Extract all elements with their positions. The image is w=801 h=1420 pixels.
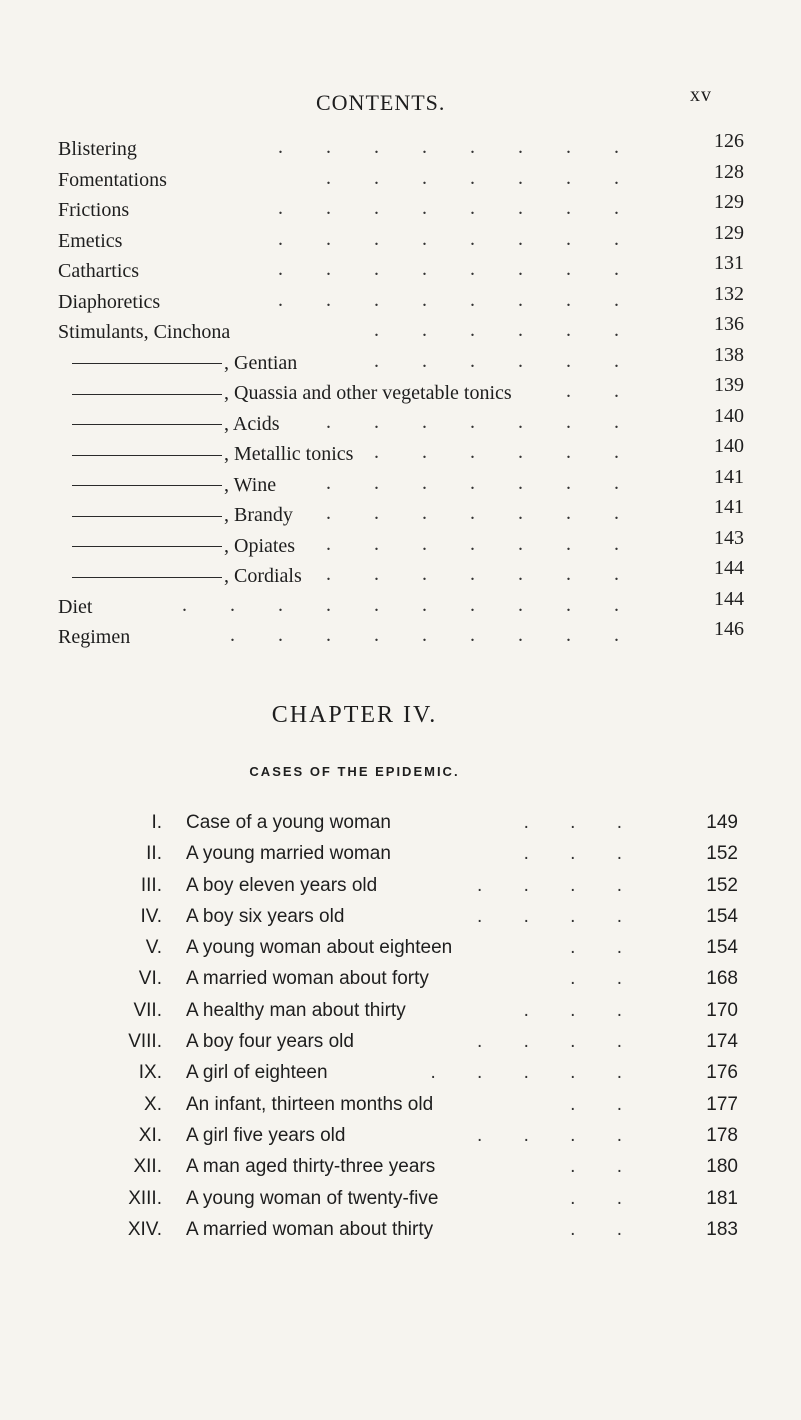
toc-entry-label (58, 413, 280, 436)
case-number: XIV. (127, 1218, 162, 1240)
case-entry (80, 1025, 740, 1056)
toc-entry-text: Emetics (58, 229, 123, 252)
contents-list-cases (80, 806, 740, 1244)
chapter-subheading (0, 764, 801, 779)
ditto-rule (72, 455, 222, 456)
leader-dots: . . . . . . . . (278, 136, 638, 158)
case-entry (80, 1213, 740, 1244)
case-entry (80, 900, 740, 931)
case-title: A man aged thirty-three years (186, 1156, 436, 1178)
chapter-title: CHAPTER IV. (271, 702, 438, 728)
case-number: XII. (133, 1156, 162, 1178)
toc-entry-page: 139 (714, 374, 744, 396)
leader-dots: . . . . . . . (326, 410, 638, 433)
toc-entry-page: 136 (714, 313, 744, 335)
leader-dots: . . . . . . . (326, 166, 638, 189)
leader-dots: . . (570, 1187, 640, 1209)
toc-entry-page: 141 (714, 496, 744, 518)
case-entry (80, 806, 740, 837)
leader-dots: . . (570, 937, 640, 959)
chapter-subtitle: CASES OF THE EPIDEMIC. (249, 764, 460, 779)
toc-entry-text: , Cordials (224, 565, 302, 587)
toc-entry-label (58, 596, 92, 619)
leader-dots: . . . . (477, 874, 640, 896)
toc-entry (58, 313, 748, 344)
case-page: 176 (706, 1062, 738, 1084)
toc-entry-label (58, 138, 137, 161)
toc-entry-label (58, 504, 293, 527)
toc-entry (58, 466, 748, 497)
leader-dots: . . . . . . . (326, 471, 638, 494)
case-title: A boy four years old (186, 1031, 354, 1053)
case-entry (80, 1182, 740, 1213)
leader-dots: . . . . . . (374, 319, 638, 341)
case-title: A healthy man about thirty (186, 999, 406, 1021)
case-page: 170 (706, 999, 738, 1021)
case-title: A boy six years old (186, 905, 345, 927)
leader-dots: . . . . . . . (326, 532, 638, 555)
toc-entry-page: 126 (714, 130, 744, 152)
toc-entry-text: Cathartics (58, 260, 140, 282)
toc-entry-page: 128 (714, 160, 744, 183)
toc-entry-label (58, 443, 353, 466)
leader-dots: . . . (523, 812, 640, 833)
toc-entry-text: , Metallic tonics (224, 443, 354, 465)
page-number: xv (690, 84, 712, 106)
leader-dots: . . . . . . (374, 441, 638, 463)
case-title: A girl of eighteen (186, 1062, 328, 1084)
leader-dots: . . . (523, 999, 640, 1021)
toc-entry-label (58, 626, 130, 649)
case-number: XI. (138, 1124, 162, 1146)
leader-dots: . . . . . . . . . (230, 624, 638, 646)
case-page: 181 (706, 1187, 738, 1209)
toc-entry-text: Frictions (58, 199, 130, 221)
toc-entry-page: 146 (714, 618, 744, 640)
leader-dots: . . . . (477, 905, 640, 927)
case-entry (80, 962, 740, 993)
toc-entry-label (58, 474, 276, 497)
leader-dots: . . . . . (430, 1062, 640, 1084)
leader-dots: . . (570, 1218, 640, 1240)
toc-entry-label (58, 260, 139, 283)
toc-entry (58, 161, 748, 192)
toc-entry-text: Fomentations (58, 168, 167, 191)
ditto-rule (72, 424, 222, 425)
case-entry (80, 1119, 740, 1150)
case-page: 183 (706, 1218, 738, 1240)
toc-entry-page: 140 (714, 404, 744, 427)
toc-entry-label (58, 230, 122, 253)
toc-entry-page: 144 (714, 587, 744, 610)
toc-entry-label (58, 382, 512, 405)
toc-entry-page: 144 (714, 557, 744, 579)
toc-entry (58, 496, 748, 527)
ditto-rule (72, 516, 222, 517)
case-page: 168 (706, 968, 738, 990)
case-title: A married woman about thirty (186, 1218, 434, 1240)
case-title: A young woman about eighteen (186, 937, 453, 959)
case-page: 177 (706, 1093, 738, 1115)
case-page: 174 (706, 1031, 738, 1053)
case-page: 152 (706, 874, 738, 896)
leader-dots: . . . (523, 843, 640, 865)
toc-entry (58, 618, 748, 649)
ditto-rule (72, 577, 222, 578)
toc-entry-label (58, 291, 160, 314)
case-number: VII. (133, 999, 162, 1021)
ditto-rule (72, 546, 222, 547)
toc-entry-page: 132 (714, 282, 744, 305)
case-number: X. (144, 1093, 162, 1115)
case-title: A young married woman (186, 843, 391, 865)
toc-entry-page: 141 (714, 465, 744, 488)
case-title: A young woman of twenty-five (186, 1187, 439, 1209)
case-number: IV. (140, 905, 162, 927)
toc-entry-label (58, 535, 295, 558)
case-number: VI. (138, 968, 162, 990)
toc-entry (58, 130, 748, 161)
toc-entry (58, 405, 748, 436)
toc-entry-text: , Acids (224, 412, 280, 435)
toc-entry-text: Regimen (58, 626, 131, 648)
toc-entry (58, 557, 748, 588)
toc-entry (58, 252, 748, 283)
ditto-rule (72, 363, 222, 364)
toc-entry-page: 138 (714, 343, 744, 366)
ditto-rule (72, 485, 222, 486)
running-title: CONTENTS. (316, 90, 446, 115)
toc-entry (58, 344, 748, 375)
toc-entry-label (58, 321, 230, 344)
leader-dots: . . . . . . . . (278, 227, 638, 250)
toc-entry (58, 374, 748, 405)
case-entry (80, 1150, 740, 1181)
toc-entry-label (58, 352, 297, 375)
case-entry (80, 1056, 740, 1087)
toc-entry-text: Diet (58, 595, 93, 618)
toc-entry (58, 588, 748, 619)
leader-dots: . . . . . . (374, 349, 638, 372)
ditto-rule (72, 394, 222, 395)
toc-entry-label (58, 199, 129, 222)
toc-entry-page: 129 (714, 191, 744, 213)
case-title: A married woman about forty (186, 968, 429, 990)
case-entry (80, 1088, 740, 1119)
case-number: XIII. (128, 1187, 162, 1209)
case-entry (80, 869, 740, 900)
toc-entry (58, 283, 748, 314)
case-title: An infant, thirteen months old (186, 1093, 434, 1115)
case-page: 152 (706, 843, 738, 865)
case-page: 180 (706, 1156, 738, 1178)
toc-entry (58, 435, 748, 466)
toc-entry-text: , Quassia and other vegetable tonics (224, 382, 512, 404)
case-page: 154 (706, 905, 738, 927)
case-page: 154 (706, 937, 738, 959)
contents-list-treatments (58, 130, 748, 649)
leader-dots: . . (570, 1093, 640, 1115)
case-number: V. (145, 937, 162, 959)
toc-entry-text: , Brandy (224, 504, 293, 526)
leader-dots: . . (566, 380, 638, 402)
leader-dots: . . . . . . . . (278, 197, 638, 219)
toc-entry-text: Diaphoretics (58, 290, 161, 313)
toc-entry (58, 527, 748, 558)
toc-entry-text: , Gentian (224, 351, 298, 374)
toc-entry-page: 131 (714, 252, 744, 274)
chapter-heading (0, 702, 801, 729)
case-number: IX. (138, 1062, 162, 1084)
leader-dots: . . . . (477, 1031, 640, 1053)
case-title: A boy eleven years old (186, 874, 378, 896)
case-number: I. (151, 812, 162, 833)
toc-entry (58, 191, 748, 222)
case-number: II. (146, 843, 162, 865)
leader-dots: . . . . . . . (326, 502, 638, 524)
leader-dots: . . (570, 968, 640, 990)
leader-dots: . . . . . . . (326, 563, 638, 585)
leader-dots: . . . . . . . . (278, 288, 638, 311)
leader-dots: . . (570, 1156, 640, 1178)
page-header (0, 84, 801, 120)
case-title: Case of a young woman (186, 812, 391, 833)
toc-entry-label (58, 565, 302, 588)
case-entry (80, 994, 740, 1025)
case-page: 178 (706, 1124, 738, 1146)
leader-dots: . . . . . . . . . . (182, 593, 638, 616)
toc-entry-text: , Wine (224, 473, 277, 496)
case-page: 149 (706, 812, 738, 833)
toc-entry-page: 143 (714, 526, 744, 549)
case-number: VIII. (128, 1031, 162, 1053)
toc-entry-page: 140 (714, 435, 744, 457)
case-number: III. (140, 874, 162, 896)
toc-entry (58, 222, 748, 253)
toc-entry-text: Stimulants, Cinchona (58, 321, 231, 343)
case-entry (80, 837, 740, 868)
case-title: A girl five years old (186, 1124, 346, 1146)
leader-dots: . . . . (477, 1124, 640, 1146)
toc-entry-label (58, 169, 167, 192)
case-entry (80, 931, 740, 962)
toc-entry-text: , Opiates (224, 534, 296, 557)
toc-entry-text: Blistering (58, 138, 137, 160)
leader-dots: . . . . . . . . (278, 258, 638, 280)
toc-entry-page: 129 (714, 221, 744, 244)
